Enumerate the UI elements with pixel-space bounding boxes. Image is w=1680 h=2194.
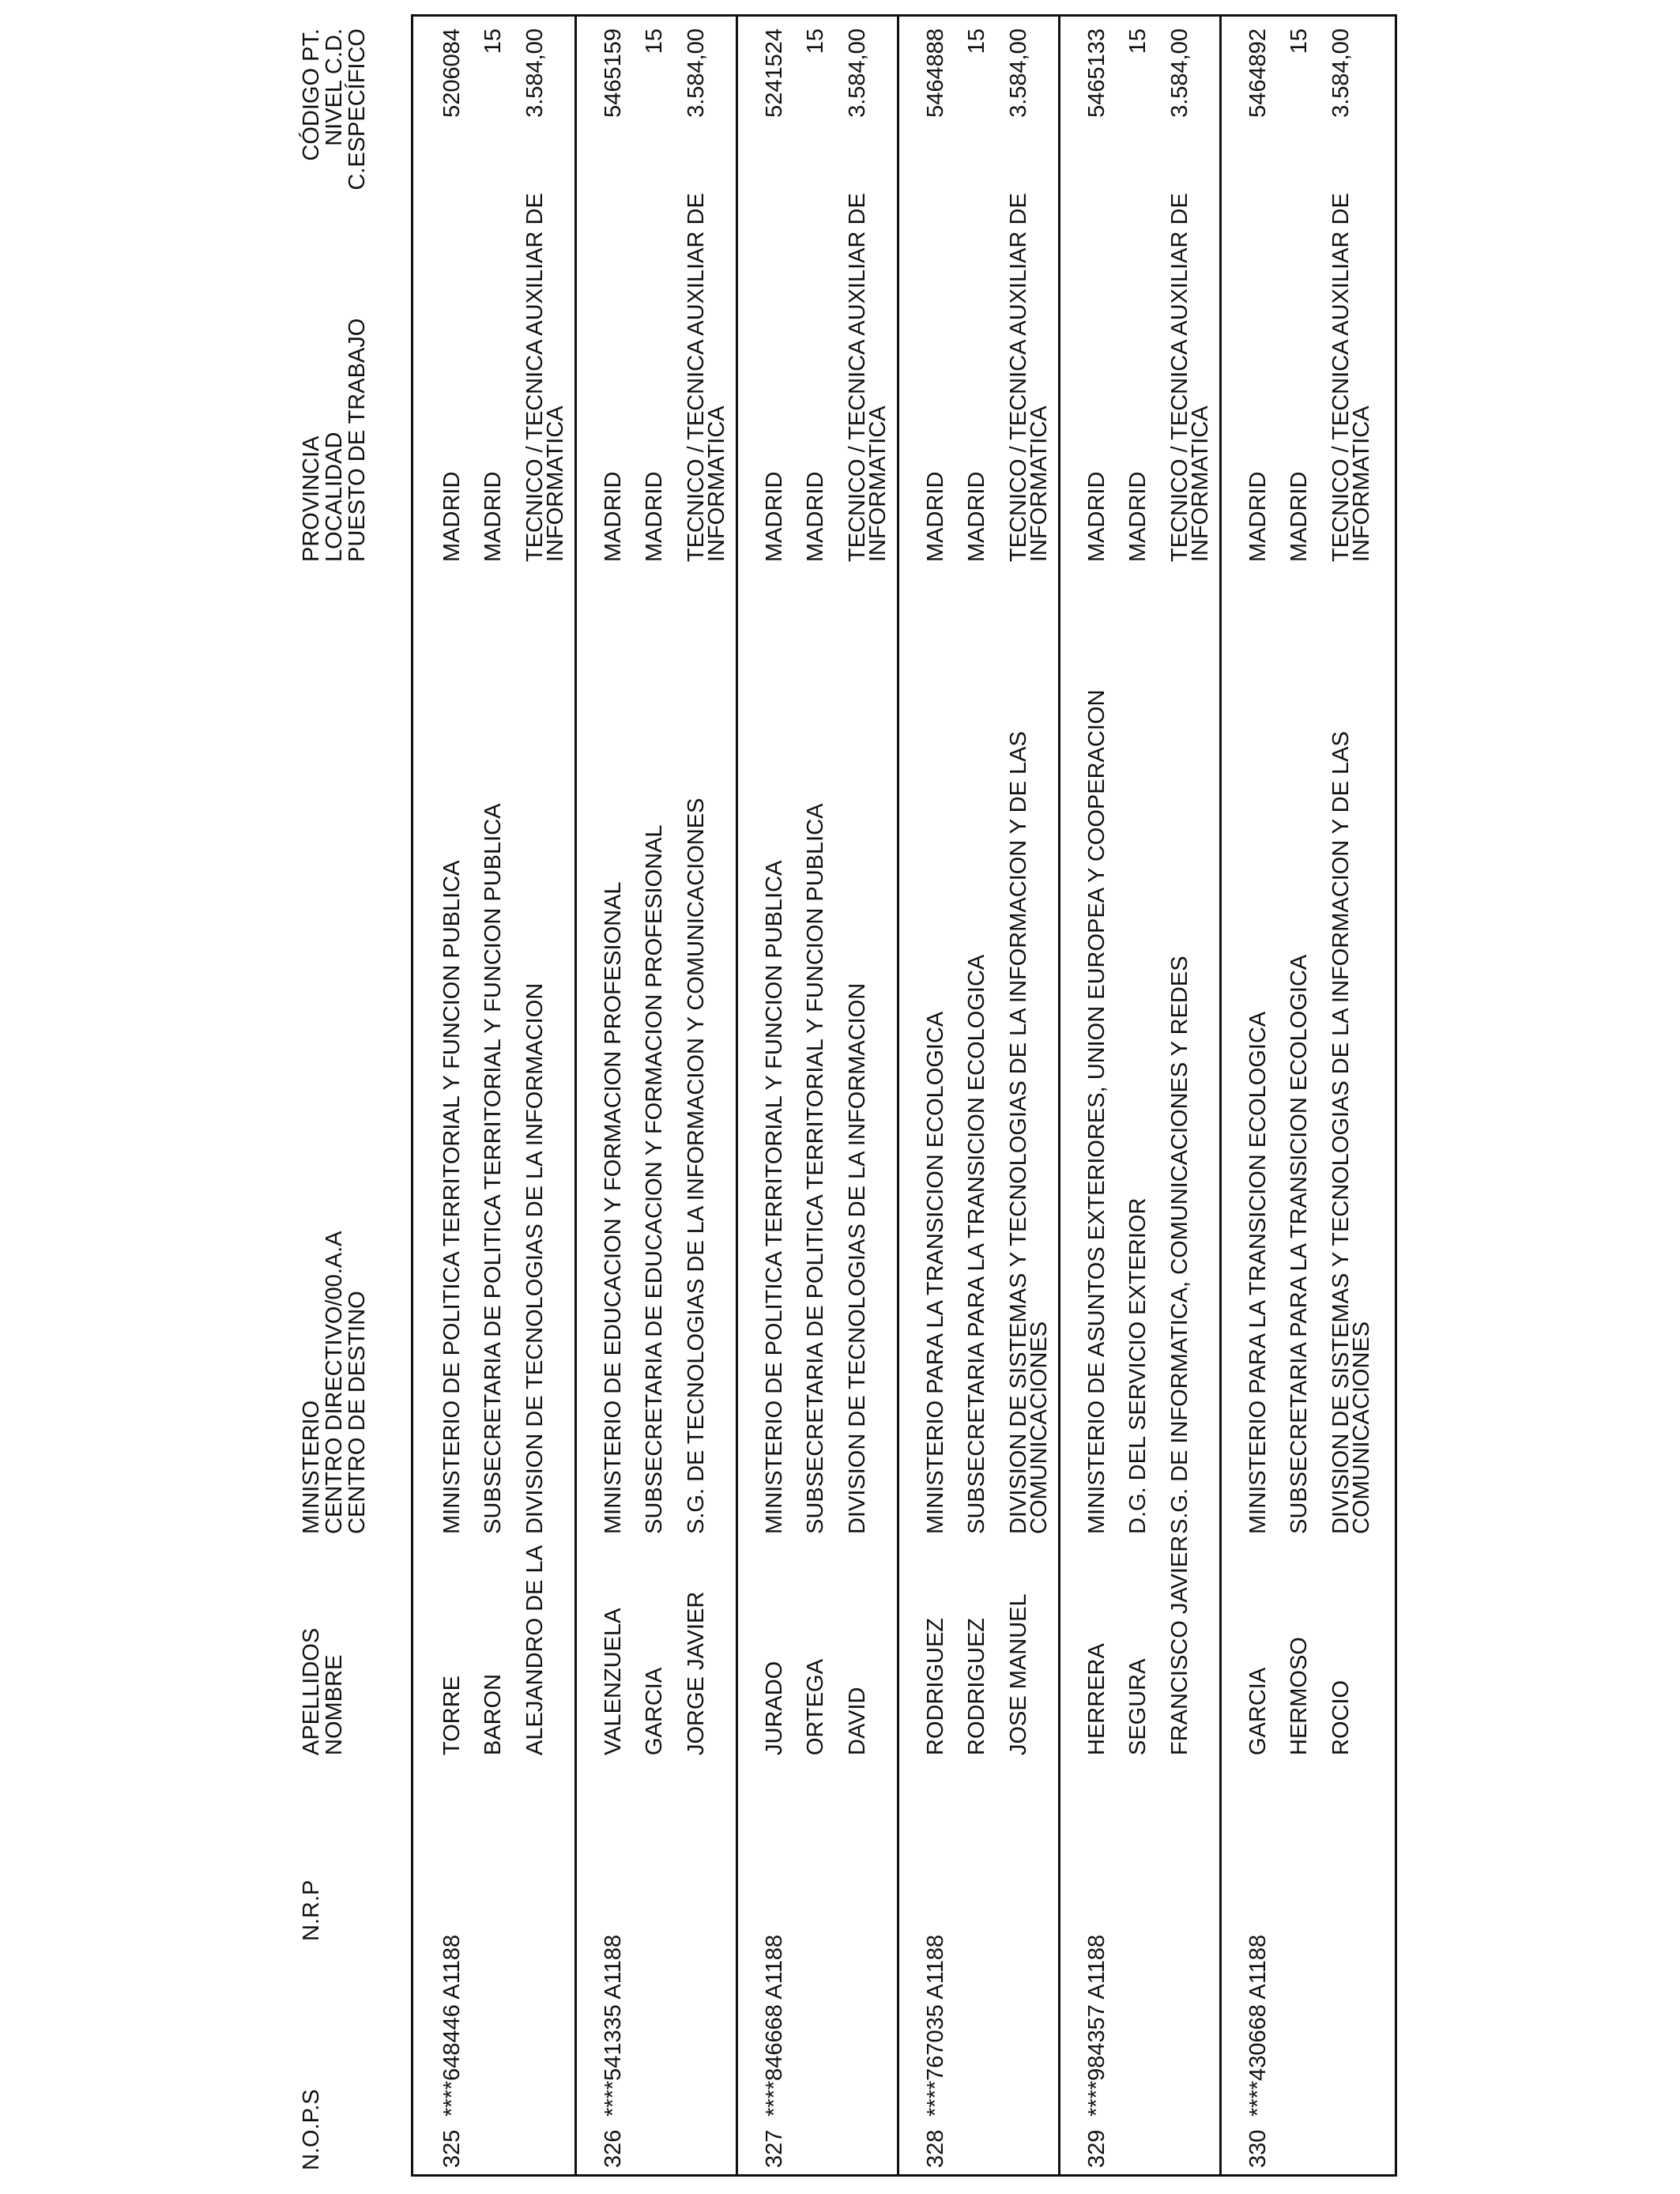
nivel-cell: 15	[803, 28, 828, 55]
localidad-cell: MADRID	[642, 471, 667, 562]
apellido2-cell: SEGURA	[1125, 1658, 1151, 1755]
row-separator	[736, 17, 738, 2174]
provincia-cell: MADRID	[1084, 471, 1109, 562]
puesto-cell-line2: INFORMATICA	[704, 405, 729, 562]
header-apellidos: APELLIDOS	[299, 1627, 324, 1755]
codigo-cell: 5465133	[1084, 28, 1109, 118]
codigo-cell: 5465159	[601, 28, 626, 118]
row-separator	[574, 17, 577, 2174]
provincia-cell: MADRID	[1245, 471, 1271, 562]
codigo-cell: 5241524	[762, 28, 787, 118]
ministerio-cell: MINISTERIO DE EDUCACION Y FORMACION PROFESIONAL	[601, 881, 626, 1534]
header-especifico: C.ESPECÍFICO	[345, 28, 370, 190]
centro-directivo-cell: SUBSECRETARIA DE POLITICA TERRITORIAL Y FUNCION PUBLICA	[480, 803, 506, 1534]
apellido2-cell: ORTEGA	[803, 1659, 828, 1755]
codigo-cell: 5464888	[923, 28, 948, 118]
nombre-cell: JOSE MANUEL	[1006, 1593, 1031, 1755]
puesto-cell-line2: INFORMATICA	[1026, 405, 1052, 562]
especifico-cell: 3.584,00	[1167, 28, 1192, 118]
row-separator	[897, 17, 899, 2174]
apellido1-cell: GARCIA	[1245, 1667, 1271, 1755]
provincia-cell: MADRID	[923, 471, 948, 562]
nivel-cell: 15	[1286, 28, 1312, 55]
localidad-cell: MADRID	[803, 471, 828, 562]
localidad-cell: MADRID	[1286, 471, 1312, 562]
nivel-cell: 15	[480, 28, 506, 55]
header-nivel: NIVEL C.D.	[322, 28, 347, 146]
localidad-cell: MADRID	[1125, 471, 1151, 562]
puesto-cell: TECNICO / TECNICA AUXILIAR DE	[1006, 193, 1031, 562]
nombre-cell: JORGE JAVIER	[684, 1591, 709, 1755]
centro-directivo-cell: SUBSECRETARIA PARA LA TRANSICION ECOLOGICA	[1286, 954, 1312, 1534]
nivel-cell: 15	[964, 28, 989, 55]
nops-cell: 330	[1245, 2129, 1271, 2168]
nops-cell: 327	[762, 2129, 787, 2168]
header-codigo: CÓDIGO PT.	[299, 28, 324, 161]
puesto-cell: TECNICO / TECNICA AUXILIAR DE	[1167, 193, 1192, 562]
codigo-cell: 5464892	[1245, 28, 1271, 118]
centro-directivo-cell: SUBSECRETARIA DE EDUCACION Y FORMACION PROFESIONAL	[642, 824, 667, 1534]
puesto-cell-line2: INFORMATICA	[865, 405, 891, 562]
nrp-cell: ****541335 A1188	[601, 1934, 626, 2117]
nops-cell: 329	[1084, 2129, 1109, 2168]
puesto-cell: TECNICO / TECNICA AUXILIAR DE	[684, 193, 709, 562]
puesto-cell: TECNICO / TECNICA AUXILIAR DE	[1328, 193, 1354, 562]
apellido2-cell: HERMOSO	[1286, 1637, 1312, 1755]
header-ministerio: MINISTERIO	[299, 1400, 324, 1534]
header-provincia: PROVINCIA	[299, 435, 324, 562]
apellido2-cell: BARON	[480, 1673, 506, 1755]
nrp-cell: ****767035 A1188	[923, 1934, 948, 2117]
apellido1-cell: HERRERA	[1084, 1643, 1109, 1755]
provincia-cell: MADRID	[762, 471, 787, 562]
ministerio-cell: MINISTERIO DE POLITICA TERRITORIAL Y FUNCION PUBLICA	[762, 860, 787, 1534]
apellido1-cell: VALENZUELA	[601, 1608, 626, 1755]
centro-destino-cell: DIVISION DE SISTEMAS Y TECNOLOGIAS DE LA INFORMACION Y DE LAS	[1328, 731, 1354, 1534]
codigo-cell: 5206084	[439, 28, 465, 118]
header-centro-directivo: CENTRO DIRECTIVO/00.A.A	[322, 1231, 347, 1534]
centro-directivo-cell: SUBSECRETARIA DE POLITICA TERRITORIAL Y FUNCION PUBLICA	[803, 803, 828, 1534]
apellido2-cell: RODRIGUEZ	[964, 1618, 989, 1755]
nrp-cell: ****430668 A1188	[1245, 1934, 1271, 2117]
ministerio-cell: MINISTERIO PARA LA TRANSICION ECOLOGICA	[923, 1011, 948, 1534]
nrp-cell: ****984357 A1188	[1084, 1934, 1109, 2117]
nops-cell: 325	[439, 2129, 465, 2168]
provincia-cell: MADRID	[439, 471, 465, 562]
puesto-cell-line2: INFORMATICA	[543, 405, 568, 562]
centro-directivo-cell: SUBSECRETARIA PARA LA TRANSICION ECOLOGICA	[964, 954, 989, 1534]
centro-directivo-cell: D.G. DEL SERVICIO EXTERIOR	[1125, 1197, 1151, 1534]
row-separator	[1058, 17, 1060, 2174]
centro-destino-cell-line2: COMUNICACIONES	[1026, 1321, 1052, 1534]
centro-destino-cell: S.G. DE TECNOLOGIAS DE LA INFORMACION Y COMUNICACIONES	[684, 797, 709, 1534]
nombre-cell: ALEJANDRO DE LA	[522, 1545, 548, 1755]
header-nops: N.O.P.S	[299, 2089, 324, 2170]
header-nombre: NOMBRE	[322, 1654, 347, 1755]
especifico-cell: 3.584,00	[845, 28, 870, 118]
especifico-cell: 3.584,00	[684, 28, 709, 118]
apellido2-cell: GARCIA	[642, 1667, 667, 1755]
centro-destino-cell: DIVISION DE TECNOLOGIAS DE LA INFORMACION	[522, 982, 548, 1534]
ministerio-cell: MINISTERIO PARA LA TRANSICION ECOLOGICA	[1245, 1011, 1271, 1534]
especifico-cell: 3.584,00	[522, 28, 548, 118]
nrp-cell: ****846668 A1188	[762, 1934, 787, 2117]
header-localidad: LOCALIDAD	[322, 432, 347, 562]
localidad-cell: MADRID	[480, 471, 506, 562]
puesto-cell-line2: INFORMATICA	[1188, 405, 1213, 562]
nombre-cell: DAVID	[845, 1687, 870, 1755]
centro-destino-cell: S.G. DE INFORMATICA, COMUNICACIONES Y REDES	[1167, 956, 1192, 1534]
especifico-cell: 3.584,00	[1328, 28, 1354, 118]
nombre-cell: ROCIO	[1328, 1679, 1354, 1755]
puesto-cell-line2: INFORMATICA	[1349, 405, 1374, 562]
provincia-cell: MADRID	[601, 471, 626, 562]
header-centro-destino: CENTRO DE DESTINO	[345, 1291, 370, 1534]
header-puesto: PUESTO DE TRABAJO	[345, 318, 370, 562]
nrp-cell: ****648446 A1188	[439, 1934, 465, 2117]
especifico-cell: 3.584,00	[1006, 28, 1031, 118]
centro-destino-cell: DIVISION DE SISTEMAS Y TECNOLOGIAS DE LA INFORMACION Y DE LAS	[1006, 731, 1031, 1534]
nops-cell: 328	[923, 2129, 948, 2168]
localidad-cell: MADRID	[964, 471, 989, 562]
apellido1-cell: TORRE	[439, 1676, 465, 1755]
apellido1-cell: JURADO	[762, 1661, 787, 1755]
row-separator	[1219, 17, 1222, 2174]
puesto-cell: TECNICO / TECNICA AUXILIAR DE	[522, 193, 548, 562]
ministerio-cell: MINISTERIO DE POLITICA TERRITORIAL Y FUNCION PUBLICA	[439, 860, 465, 1534]
ministerio-cell: MINISTERIO DE ASUNTOS EXTERIORES, UNION EUROPEA Y COOPERACION	[1084, 689, 1109, 1534]
centro-destino-cell-line2: COMUNICACIONES	[1349, 1321, 1374, 1534]
header-nrp: N.R.P	[299, 1879, 324, 1941]
centro-destino-cell: DIVISION DE TECNOLOGIAS DE LA INFORMACION	[845, 982, 870, 1534]
nivel-cell: 15	[1125, 28, 1151, 55]
nombre-cell: FRANCISCO JAVIER	[1167, 1535, 1192, 1755]
puesto-cell: TECNICO / TECNICA AUXILIAR DE	[845, 193, 870, 562]
apellido1-cell: RODRIGUEZ	[923, 1618, 948, 1755]
nops-cell: 326	[601, 2129, 626, 2168]
nivel-cell: 15	[642, 28, 667, 55]
